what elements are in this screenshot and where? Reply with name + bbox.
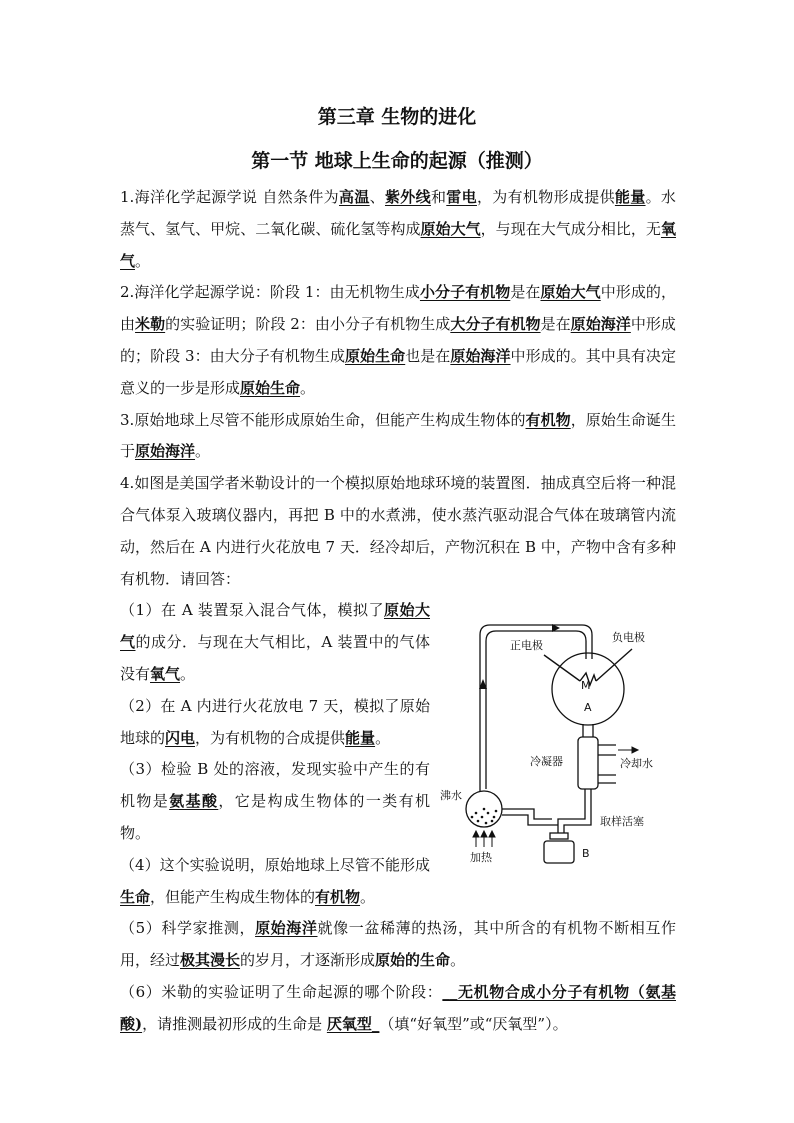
positive-electrode — [544, 655, 580, 681]
boiling-water-dots — [471, 808, 498, 825]
miller-apparatus-figure — [440, 619, 676, 865]
paragraph-1: 1.海洋化学起源学说 自然条件为高温、紫外线和雷电，为有机物形成提供能量。水蒸气、氢气、甲烷、二氧化碳、硫化氢等构成原始大气，与现在大气成分相比，无氧气。 — [120, 188, 676, 270]
label-a: A — [584, 701, 592, 715]
negative-electrode — [596, 649, 632, 681]
question-5: （5）科学家推测，原始海洋就像一盆稀薄的热汤，其中所含的有机物不断相互作用，经过极其漫长的岁月，才逐渐形成原始的生命。 — [120, 919, 676, 970]
condenser — [578, 737, 598, 789]
label-spark-m: M — [581, 679, 591, 693]
paragraph-4: 4.如图是美国学者米勒设计的一个模拟原始地球环境的装置图．抽成真空后将一种混合气体泵入玻璃仪器内，再把 B 中的水煮沸，使水蒸汽驱动混合气体在玻璃管内流动，然后在 A 内进行火花放电 7 天．经冷却后，产物沉积在 B 中，产物中含有多种有机物．请回答： — [120, 474, 676, 588]
cooling-inlet — [598, 775, 616, 783]
label-b: B — [582, 847, 590, 861]
chapter-title: 第三章 生物的进化 — [317, 106, 477, 128]
label-heating: 加热 — [470, 851, 492, 865]
trap-tube — [502, 809, 558, 825]
sampling-valve — [550, 833, 568, 839]
section-title: 第一节 地球上生命的起源（推测） — [251, 150, 543, 172]
label-condenser: 冷凝器 — [530, 755, 563, 769]
label-cooling-water: 冷却水 — [620, 757, 653, 771]
label-boiling-water: 沸水 — [440, 789, 462, 803]
question-6: （6）米勒的实验证明了生命起源的哪个阶段：__无机物合成小分子有机物（氨基酸)，请推测最初形成的生命是 厌氧型_（填“好氧型”或“厌氧型”）。 — [120, 982, 676, 1033]
question-1: （1）在 A 装置泵入混合气体，模拟了原始大气的成分．与现在大气相比，A 装置中的气体没有氧气。 — [120, 601, 430, 683]
question-figure-row — [120, 595, 676, 913]
label-sampling-valve: 取样活塞 — [600, 815, 644, 829]
question-4: （4）这个实验说明，原始地球上尽管不能形成生命，但能产生构成生物体的有机物。 — [120, 855, 430, 906]
document-body — [120, 182, 676, 1041]
questions-left — [120, 595, 430, 913]
cooling-outlet — [598, 745, 616, 755]
paragraph-3: 3.原始地球上尽管不能形成原始生命，但能产生构成生物体的有机物，原始生命诞生于原始海洋。 — [120, 410, 676, 461]
flask-a-neck — [583, 724, 593, 737]
return-tube — [558, 789, 591, 833]
container-b — [544, 841, 574, 863]
paragraph-2: 2.海洋化学起源学说：阶段 1：由无机物生成小分子有机物是在原始大气中形成的，由米勒的实验证明；阶段 2：由小分子有机物生成大分子有机物是在原始海洋中形成的；阶段 3：由大分子有机物生成原始生命也是在原始海洋中形成的。其中具有决定意义的一步是形成原始生命。 — [120, 283, 676, 397]
question-3: （3）检验 B 处的溶液，发现实验中产生的有机物是氨基酸，它是构成生物体的一类有机物。 — [120, 760, 430, 842]
label-negative-electrode: 负电极 — [612, 631, 645, 645]
apparatus-diagram — [440, 619, 676, 865]
label-positive-electrode: 正电极 — [510, 639, 543, 653]
question-2: （2）在 A 内进行火花放电 7 天，模拟了原始地球的闪电，为有机物的合成提供能量。 — [120, 696, 430, 747]
